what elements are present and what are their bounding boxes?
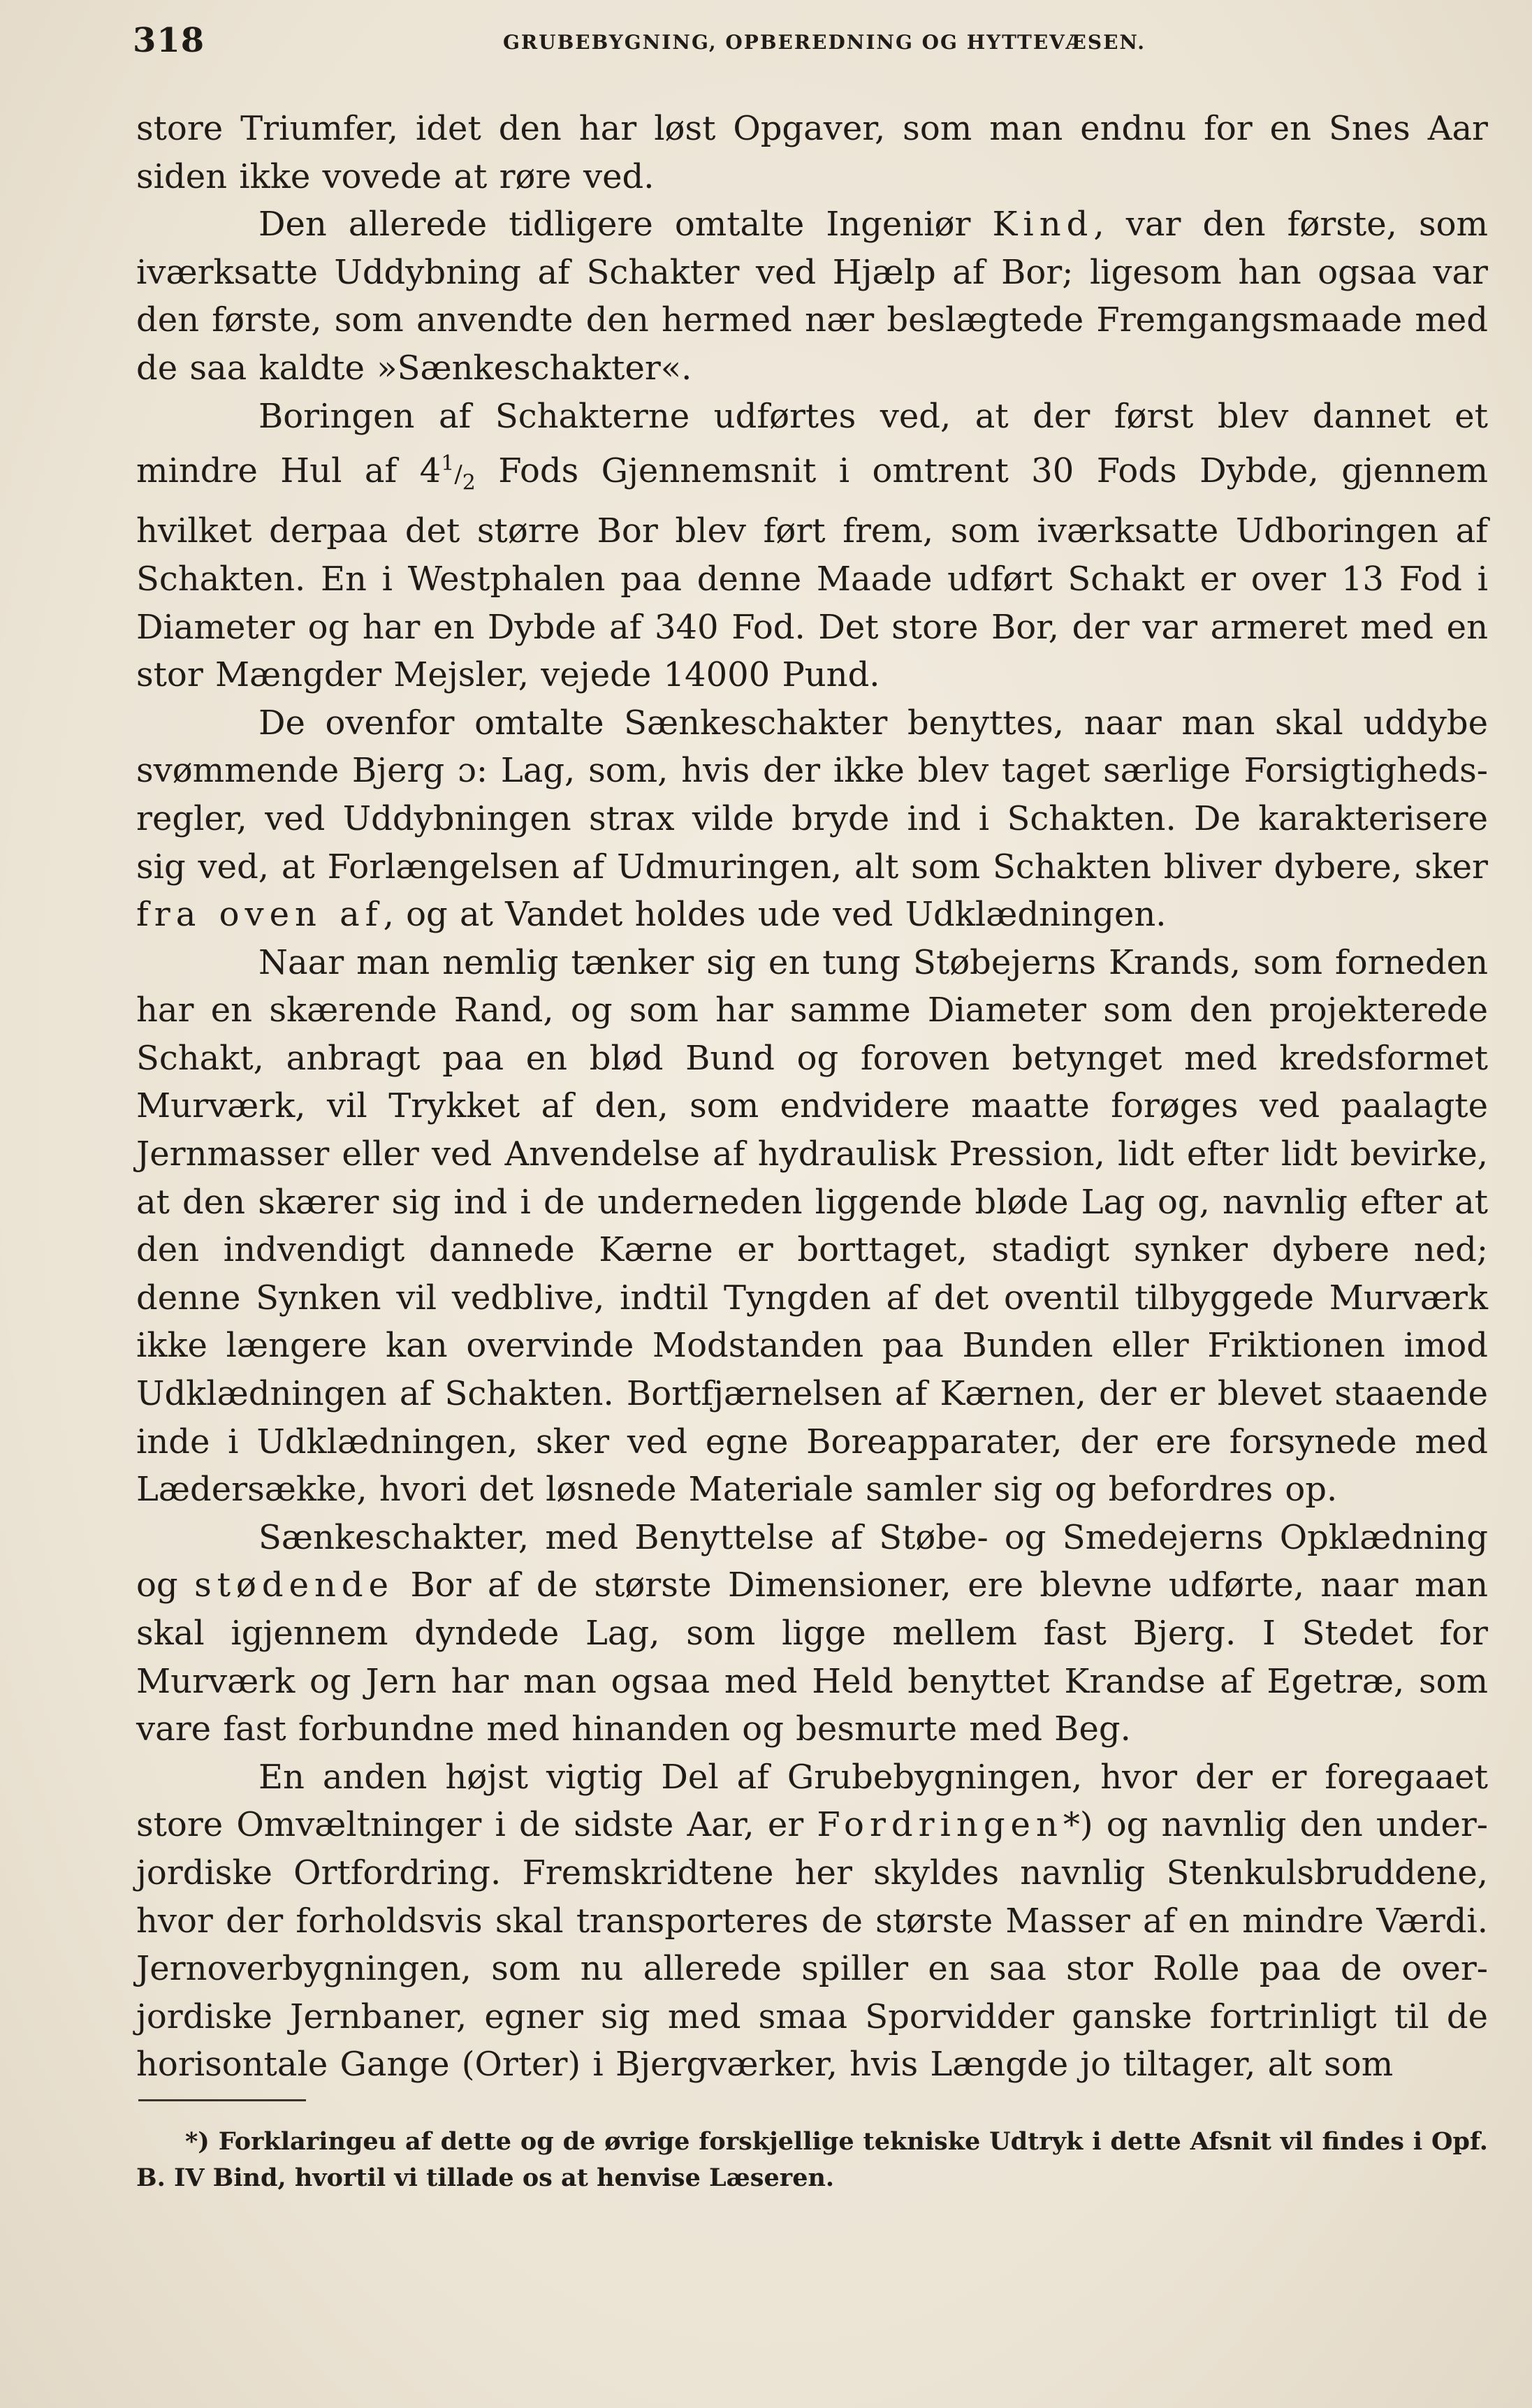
page-number: 318: [133, 21, 205, 60]
paragraph-5-text: Naar man nemlig tænker sig en tung Støbejerns Krands, som forneden har en skærende Rand, og som har samme Diameter som den projekterede Schakt, anbragt paa en blød Bund og foroven betynget med kredsformet Murværk, vil Trykket af den, som endvidere maatte forøges ved paalagte Jernmasser eller ved Anvendelse af hydraulisk Pression, lidt efter lidt bevirke, at den skærer sig ind i de underneden liggende bløde Lag og, navnlig efter at den indvendigt dannede Kærne er borttaget, stadigt synker dybere ned; denne Synken vil vedblive, indtil Tyngden af det oventil tilbyggede Murværk ikke længere kan overvinde Modstanden paa Bunden eller Friktionen imod Udklædningen af Schakten. Bortfjærnelsen af Kærnen, der er blevet staaende inde i Udklædningen, sker ved egne Boreapparater, der ere forsynede med Lædersække, hvori det løsnede Materiale samler sig og befordres op.: [136, 942, 1488, 1510]
paragraph-4-text-before: De ovenfor omtalte Sænkeschakter benyttes, naar man skal uddybe svømmende Bjerg ɔ: Lag, som, hvis der ikke blev taget særlige Forsigtighedsregler, ved Uddybningen strax vilde bryde ind i Schakten. De karakterisere sig ved, at Forlængelsen af Udmuringen, alt som Schakten bliver dybere, sker: [136, 703, 1488, 886]
paragraph-6-text-before: Sænkeschakter, med Benyttelse af Støbe- og Smedejerns Opklædning og: [136, 1517, 1488, 1605]
paragraph-6: [136, 1514, 1488, 1753]
paragraph-3-text-after: Fods Gjennemsnit i omtrent 30 Fods Dybde, gjennem hvilket derpaa det større Bor blev ført frem, som iværksatte Udboringen af Schakten. En i Westphalen paa denne Maade udført Schakt er over 13 Fod i Diameter og har en Dybde af 340 Fod. Det store Bor, der var armeret med en stor Mængder Mejsler, vejede 14000 Pund.: [136, 451, 1488, 695]
fraction-denominator: 2: [462, 470, 476, 495]
paragraph-3: Boringen af Schakterne udførtes ved, at der først blev dannet et mindre Hul af $4^1/_2$ Fods Gjennemsnit i omtrent 30 Fods Dybde, gjennem hvilket derpaa det større Bor blev ført frem, som iværksatte Udboringen af Schakten. En i Westphalen paa denne Maade udført Schakt er over 13 Fod i Diameter og har en Dybde af 340 Fod. Det store Bor, der var armeret med en stor Mængder Mejsler, vejede 14000 Pund.: [136, 396, 1488, 695]
footnote-text: *) Forklaringeu af dette og de øvrige forskjellige tekniske Udtryk i dette Afsnit vil findes i Opf. B. IV Bind, hvortil vi tillade os at henvise Læseren.: [136, 2127, 1488, 2192]
paragraph-7-text-after: *) og navnlig den underjordiske Ortfordring. Fremskridtene her skyldes navnlig Stenkulsbruddene, hvor der forholdsvis skal transporteres de største Masser af en mindre Værdi. Jernoverbygningen, som nu allerede spiller en saa stor Rolle paa de overjordiske Jernbaner, egner sig med smaa Sporvidder ganske fortrinligt til de horisontale Gange (Orter) i Bjergværker, hvis Længde jo tiltager, alt som: [136, 1805, 1489, 2085]
paragraph-2-text-before: Den allerede tidligere omtalte Ingeniør: [258, 205, 993, 245]
running-head: GRUBEBYGNING, OPBEREDNING OG HYTTEVÆSEN.: [503, 31, 1146, 54]
paragraph-7-spaced-word: Fordringen: [817, 1805, 1063, 1845]
paragraph-6-text-after: Bor af de største Dimensioner, ere blevne udførte, naar man skal igjennem dyndede Lag, som ligge mellem fast Bjerg. I Stedet for Murværk og Jern har man ogsaa med Held benyttet Krandse af Egetræ, som vare fast forbundne med hinanden og besmurte med Beg.: [136, 1566, 1488, 1749]
paragraph-1: [136, 105, 1488, 200]
footnote: [136, 2124, 1488, 2196]
paragraph-5: [136, 939, 1488, 1514]
paragraph-7: [136, 1753, 1488, 2089]
paragraph-2-text-after: , var den første, som iværksatte Uddybning af Schakter ved Hjælp af Bor; ligesom han ogsaa var den første, som anvendte den hermed nær beslægtede Fremgangsmaade med de saa kaldte »Sænkeschakter«.: [136, 205, 1488, 388]
fraction-numerator: 1: [441, 451, 455, 476]
paragraph-4-text-after: , og at Vandet holdes ude ved Udklædningen.: [383, 895, 1167, 935]
paragraph-1-text: store Triumfer, idet den har løst Opgaver, som man endnu for en Snes Aar siden ikke vovede at røre ved.: [136, 109, 1488, 196]
paragraph-2: [136, 200, 1488, 392]
paragraph-3-text-before: Boringen af Schakterne udførtes ved, at der først blev dannet et mindre Hul af 4: [136, 396, 1488, 491]
paragraph-2-spaced-name: Kind: [992, 205, 1094, 245]
body-text: [136, 105, 1488, 2089]
footnote-divider: [138, 2099, 306, 2101]
paragraph-4-spaced-phrase: fra oven af: [136, 895, 384, 935]
paragraph-4: [136, 699, 1488, 939]
paragraph-7-text-before: En anden højst vigtig Del af Grubebygningen, hvor der er foregaaet store Omvæltninger i de sidste Aar, er: [136, 1757, 1488, 1845]
paragraph-6-spaced-word: stødende: [194, 1566, 395, 1605]
page-header: [133, 21, 1488, 77]
